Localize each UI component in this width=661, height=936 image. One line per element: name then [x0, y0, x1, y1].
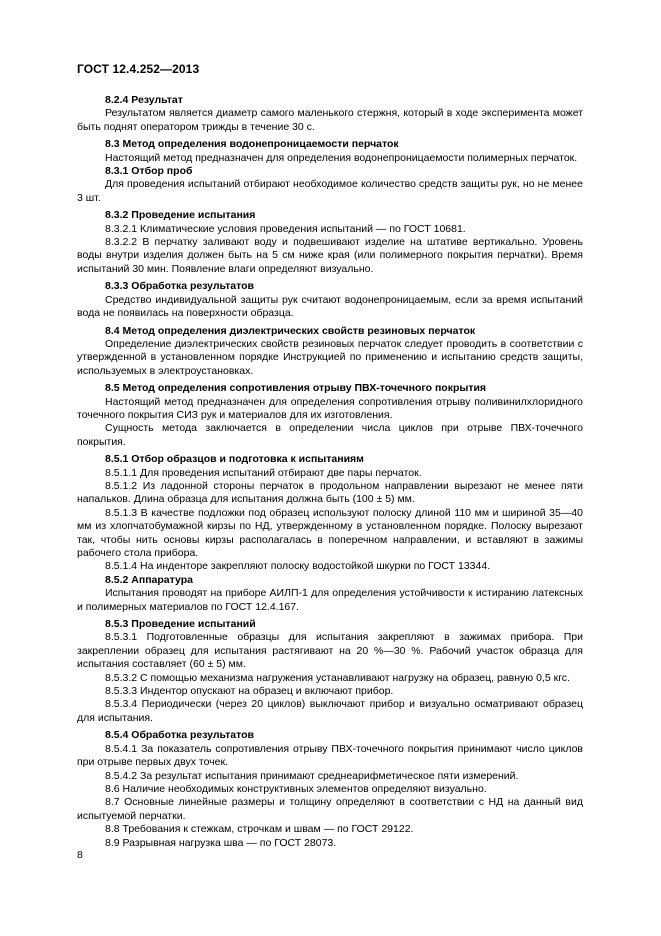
paragraph: 8.9 Разрывная нагрузка шва — по ГОСТ 28073.: [105, 836, 337, 849]
paragraph: Определение диэлектрических свойств резиновых перчаток следует проводить в соответствии с утвержденной в установленном порядке Инструкцией по применению и испытанию средств защиты, используемых в электроустановках.: [77, 337, 583, 377]
section-heading: 8.2.4 Результат: [105, 94, 183, 106]
section-heading: 8.3.1 Отбор проб: [105, 165, 193, 178]
paragraph: Сущность метода заключается в определении числа циклов при отрыве ПВХ-точечного покрытия.: [77, 422, 583, 448]
paragraph: Настоящий метод предназначен для определения водонепроницаемости полимерных перчаток.: [105, 151, 578, 164]
paragraph: 8.5.3.1 Подготовленные образцы для испытания закрепляют в зажимах прибора. При закреплении образец для испытания растягивают на 20 %—30 %. Рабочий участок образца для испытания составляет (60 ± 5) мм.: [77, 631, 583, 671]
paragraph: 8.5.1.1 Для проведения испытаний отбирают две пары перчаток.: [105, 466, 422, 479]
section-heading: 8.5 Метод определения сопротивления отрыву ПВХ-точечного покрытия: [105, 382, 487, 395]
paragraph: 8.8 Требования к стежкам, строчкам и швам — по ГОСТ 29122.: [105, 823, 414, 836]
paragraph: Средство индивидуальной защиты рук считают водонепроницаемым, если за время испытаний вода не появилась на поверхности образца.: [77, 293, 583, 320]
section-heading: 8.5.4 Обработка результатов: [105, 729, 254, 742]
paragraph: 8.5.3.4 Периодически (через 20 циклов) выключают прибор и визуально осматривают образец для испытания.: [77, 698, 583, 724]
section-heading: 8.5.2 Аппаратура: [105, 573, 193, 586]
section-heading: 8.3.2 Проведение испытания: [105, 209, 256, 222]
section-heading: 8.5.1 Отбор образцов и подготовка к испытаниям: [105, 453, 364, 466]
paragraph: Настоящий метод предназначен для определения сопротивления отрыву поливинилхлоридного точечного покрытия СИЗ рук и материалов для их изготовления.: [77, 395, 583, 421]
paragraph: 8.3.2.2 В перчатку заливают воду и подвешивают изделие на штативе вертикально. Уровень воды внутри изделия должен быть на 5 см ниже края (или полимерного покрытия перчатки). Время испытаний 30 мин. Появление влаги определяют визуально.: [77, 236, 583, 275]
section-heading: 8.5.3 Проведение испытаний: [105, 618, 256, 631]
document-header: ГОСТ 12.4.252—2013: [77, 62, 200, 76]
paragraph: 8.3.2.1 Климатические условия проведения испытаний — по ГОСТ 10681.: [105, 222, 466, 235]
paragraph: 8.7 Основные линейные размеры и толщину определяют в соответствии с НД на данный вид испытуемой перчатки.: [77, 796, 583, 822]
document-body: [77, 90, 583, 850]
section-heading: 8.4 Метод определения диэлектрических свойств резиновых перчаток: [105, 324, 476, 337]
section-heading: 8.3.3 Обработка результатов: [105, 280, 254, 293]
paragraph: 8.6 Наличие необходимых конструктивных элементов определяют визуально.: [105, 782, 487, 795]
paragraph: Испытания проводят на приборе АИЛП-1 для определения устойчивости к истиранию латексных и полимерных материалов по ГОСТ 12.4.167.: [77, 587, 583, 613]
paragraph: 8.5.3.2 С помощью механизма нагружения устанавливают нагрузку на образец, равную 0,5 кгс.: [105, 671, 570, 684]
paragraph: 8.5.1.3 В качестве подложки под образец используют полоску длиной 110 мм и шириной 35—40 мм из хлопчатобумажной кирзы по НД, утвержденному в установленном порядке. Полоску вырезают так, чтобы нить основы кирзы располагалась в поперечном направлении, и вставляют в зажимы рабочего стола прибора.: [77, 506, 583, 559]
paragraph: 8.5.4.2 За результат испытания принимают среднеарифметическое пяти измерений.: [105, 769, 519, 782]
paragraph: 8.5.1.2 Из ладонной стороны перчаток в продольном направлении вырезают не менее пяти напальков. Длина образца для испытания должна быть (100 ± 5) мм.: [77, 479, 583, 506]
paragraph: 8.5.1.4 На инденторе закрепляют полоску водостойкой шкурки по ГОСТ 13344.: [105, 560, 491, 573]
section-heading: 8.3 Метод определения водонепроницаемости перчаток: [105, 138, 399, 151]
paragraph: 8.5.3.3 Индентор опускают на образец и включают прибор.: [105, 685, 394, 698]
paragraph: 8.5.4.1 За показатель сопротивления отрыву ПВХ-точечного покрытия принимают число циклов при отрыве первых двух точек.: [77, 742, 583, 769]
paragraph: Для проведения испытаний отбирают необходимое количество средств защиты рук, но не менее 3 шт.: [77, 178, 583, 204]
page-number: 8: [77, 849, 83, 861]
paragraph: Результатом является диаметр самого маленького стержня, который в ходе эксперимента может быть поднят оператором трижды в течение 30 с.: [77, 107, 583, 133]
